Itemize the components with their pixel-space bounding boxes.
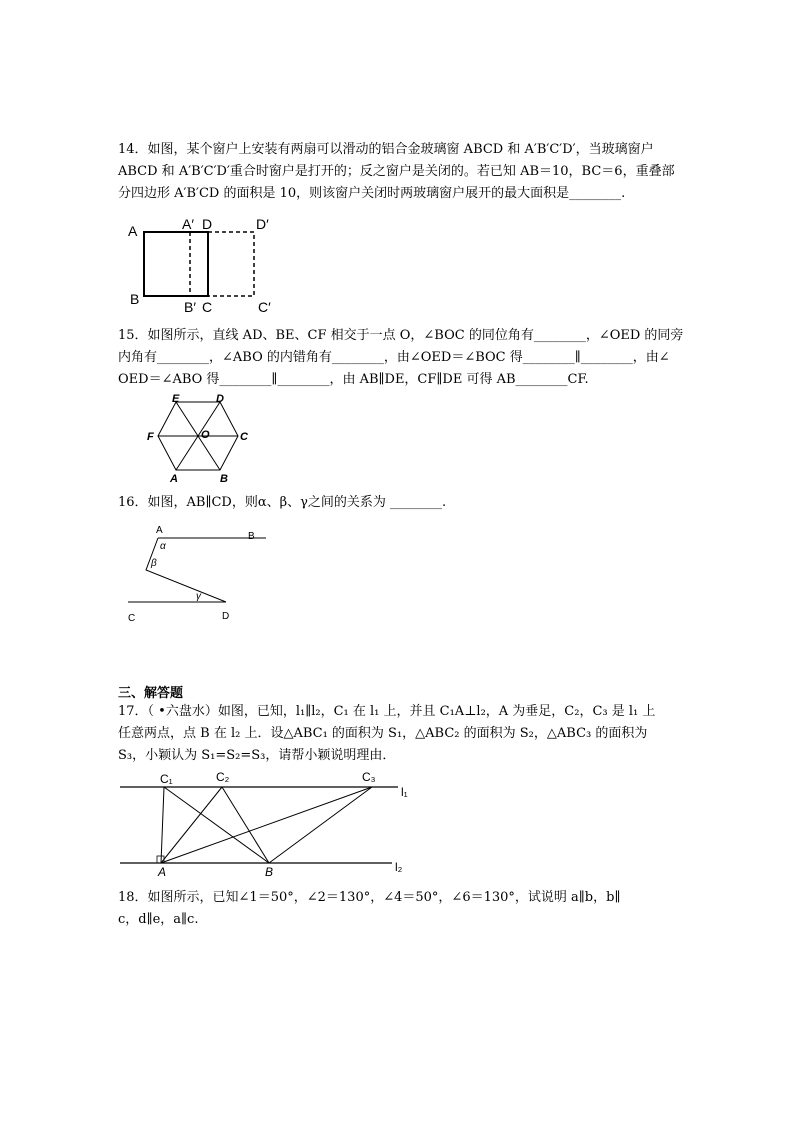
q17-line-1: 17．（ •六盘水）如图，已知，l₁∥l₂，C₁ 在 l₁ 上，并且 C₁A⊥l₂，A 为垂足，C₂，C₃ 是 l₁ 上 xyxy=(118,704,656,719)
label-C3: C₃ xyxy=(362,770,376,784)
label-alpha: α xyxy=(160,541,166,552)
label-beta: β xyxy=(151,558,157,569)
label-A: A xyxy=(128,223,138,239)
label-C: C xyxy=(202,299,213,315)
q18-line-2: c，d∥e，a∥c. xyxy=(118,912,199,927)
segment-BC2 xyxy=(222,787,269,863)
window-abcd xyxy=(144,232,208,296)
q15-line-1: 15．如图所示，直线 AD、BE、CF 相交于一点 O，∠BOC 的同位角有________，∠OED 的同旁 xyxy=(118,328,684,343)
label-C1: C₁ xyxy=(160,772,173,786)
window-a1b1c1d1 xyxy=(208,232,254,296)
label-D-prime: D′ xyxy=(256,216,269,232)
label-A: A xyxy=(170,473,178,484)
label-gamma: γ xyxy=(196,591,201,602)
q17-line-2: 任意两点，点 B 在 l₂ 上．设△ABC₁ 的面积为 S₁，△ABC₂ 的面积为 S₂，△ABC₃ 的面积为 xyxy=(118,726,648,741)
section-three-heading: 三、解答题 xyxy=(118,686,184,701)
label-A: A xyxy=(158,865,167,878)
segment-BC3 xyxy=(269,787,372,863)
label-E: E xyxy=(172,393,180,405)
label-A-prime: A′ xyxy=(182,216,194,232)
q16-line-1: 16．如图，AB∥CD，则α、β、γ之间的关系为 ________. xyxy=(118,495,447,510)
label-C2: C₂ xyxy=(216,770,230,784)
label-A: A xyxy=(156,525,163,536)
segment-BC1 xyxy=(164,787,269,863)
q18-line-1: 18．如图所示，已知∠1＝50°，∠2＝130°，∠4＝50°，∠6＝130°，试说明 a∥b，b∥ xyxy=(118,890,621,905)
label-B-prime: B′ xyxy=(184,299,196,315)
label-B: B xyxy=(248,531,255,542)
q14-line-2: ABCD 和 A′B′C′D′重合时窗户是打开的；反之窗户是关闭的。若已知 AB＝10，BC＝6，重叠部 xyxy=(118,164,675,179)
q17-triangles-figure xyxy=(112,766,412,878)
label-C: C xyxy=(240,431,248,443)
label-B: B xyxy=(130,291,140,307)
label-C-prime: C′ xyxy=(258,299,271,315)
q14-window-figure xyxy=(120,212,290,317)
q14-line-3: 分四边形 A′B′CD 的面积是 10，则该窗户关闭时两玻璃窗户展开的最大面积是________. xyxy=(118,186,626,201)
q16-parallel-figure xyxy=(120,522,270,630)
broken-line xyxy=(146,538,226,602)
segment-AC1 xyxy=(161,787,164,863)
q17-line-3: S₃，小颖认为 S₁=S₂=S₃，请帮小颖说明理由． xyxy=(118,748,396,763)
label-B: B xyxy=(265,865,274,878)
label-F: F xyxy=(147,431,154,443)
label-l2: l₂ xyxy=(395,860,403,874)
q15-line-3: OED＝∠ABO 得________∥________，由 AB∥DE，CF∥DE 可得 AB________CF. xyxy=(118,372,589,387)
label-D: D xyxy=(202,216,213,232)
label-D: D xyxy=(222,611,230,622)
label-l1: l₁ xyxy=(401,785,408,799)
q15-hexagon-figure xyxy=(140,392,260,484)
q15-line-2: 内角有________，∠ABO 的内错角有________，由∠OED＝∠BOC 得________∥________，由∠ xyxy=(118,350,670,365)
q14-line-1: 14．如图，某个窗户上安装有两扇可以滑动的铝合金玻璃窗 ABCD 和 A′B′C′D′，当玻璃窗户 xyxy=(118,142,654,157)
label-B: B xyxy=(220,473,228,484)
label-D: D xyxy=(216,393,224,405)
segment-AC3 xyxy=(161,787,372,863)
label-C: C xyxy=(128,613,136,624)
label-O: O xyxy=(201,429,210,441)
